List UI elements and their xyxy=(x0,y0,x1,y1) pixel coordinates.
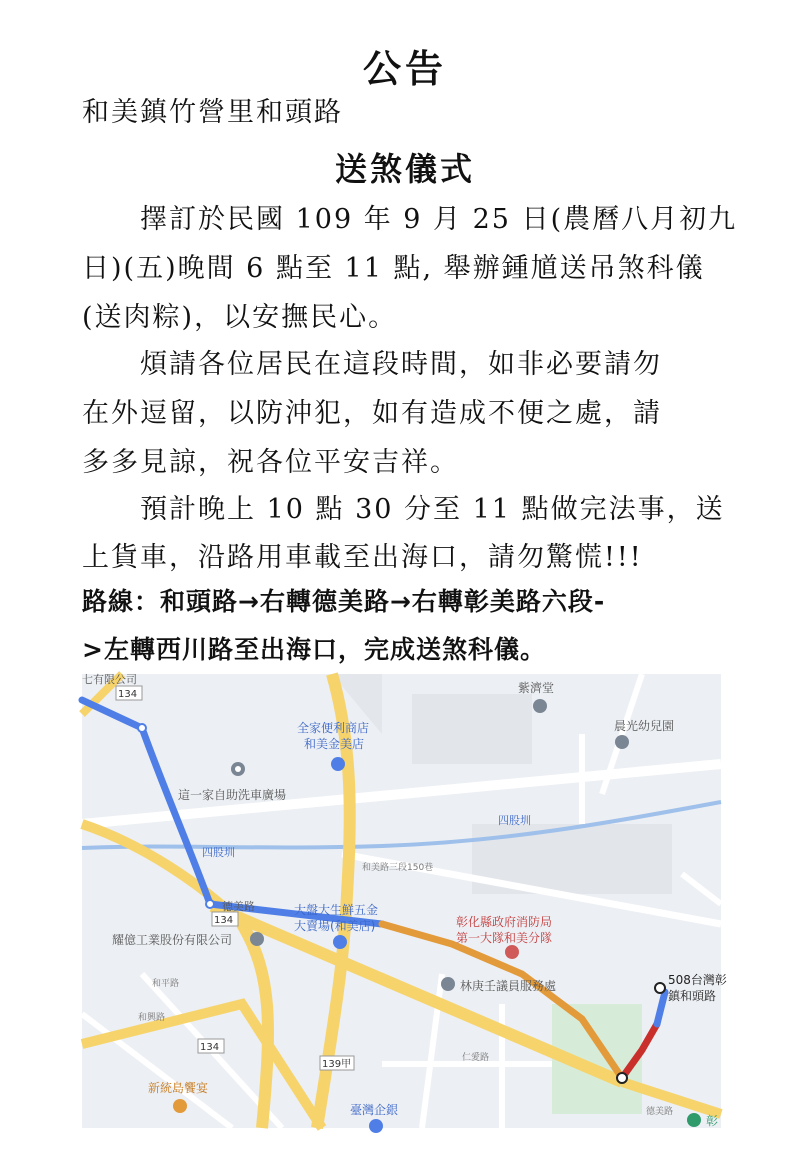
route-line: 路線：和頭路→右轉德美路→右轉彰美路六段- xyxy=(82,587,606,616)
map-label: 大盤大生鮮五金 xyxy=(294,903,379,917)
notice-location: 和美鎮竹營里和頭路 xyxy=(82,97,343,128)
map-label: 德美路 xyxy=(646,1107,674,1117)
notice-line: (送肉粽)，以安撫民心。 xyxy=(82,302,398,333)
map-label: 七有限公司 xyxy=(82,673,137,686)
notice-line: 上貨車，沿路用車載至出海口，請勿驚慌!!! xyxy=(82,542,643,573)
map-label: 新統島饗宴 xyxy=(148,1081,209,1095)
map-label: 仁愛路 xyxy=(462,1053,490,1063)
notice-subtitle: 送煞儀式 xyxy=(334,150,475,188)
road-shield-label: 134 xyxy=(200,1042,220,1053)
route-waypoint-dot xyxy=(617,1073,627,1083)
road-shield-label: 139甲 xyxy=(322,1059,352,1070)
map-label: 鎮和頭路 xyxy=(668,989,717,1003)
map-label: 林庚壬議員服務處 xyxy=(460,979,557,993)
route-start-dot xyxy=(138,724,146,732)
map-canvas xyxy=(82,673,727,1128)
map-label: 全家便利商店 xyxy=(297,721,370,735)
school-pin-icon xyxy=(615,735,629,749)
notice-line: 日)(五)晚間 6 點至 11 點, 舉辦鍾馗送吊煞科儀 xyxy=(82,253,705,284)
route-line: >左轉西川路至出海口，完成送煞科儀。 xyxy=(82,635,546,664)
temple-pin-icon xyxy=(533,699,547,713)
map-label: 耀億工業股份有限公司 xyxy=(112,933,233,947)
map-label: 臺灣企銀 xyxy=(350,1103,399,1117)
map-label: 四股圳 xyxy=(498,814,531,827)
map-label: 德美路 xyxy=(222,900,255,913)
edge-pin-icon xyxy=(687,1113,701,1127)
notice-line: 擇訂於民國 109 年 9 月 25 日(農曆八月初九 xyxy=(140,204,738,235)
shop-pin-icon xyxy=(331,757,345,771)
notice-line: 在外逗留，以防沖犯，如有造成不便之處，請 xyxy=(82,398,662,429)
road-shield-label: 134 xyxy=(214,915,234,926)
map-label: 彰化縣政府消防局 xyxy=(456,915,553,929)
map-label: 和美路三段150巷 xyxy=(362,863,434,873)
map-label: 這一家自助洗車廣場 xyxy=(178,788,287,802)
route-end-dot xyxy=(655,983,665,993)
fire-station-pin-icon xyxy=(505,945,519,959)
map-label: 大賣場(和美店) xyxy=(294,919,376,933)
map-label: 第一大隊和美分隊 xyxy=(456,931,553,945)
map-label: 四股圳 xyxy=(202,846,235,859)
map-label: 彰 xyxy=(706,1114,719,1128)
map-label: 和美金美店 xyxy=(304,737,365,751)
route-map[interactable] xyxy=(82,673,727,1128)
bank-pin-icon xyxy=(369,1119,383,1133)
notice-line: 煩請各位居民在這段時間，如非必要請勿 xyxy=(140,349,662,380)
notice-line: 預計晚上 10 點 30 分至 11 點做完法事，送 xyxy=(140,494,725,525)
map-label: 508台灣彰 xyxy=(668,973,727,987)
road-shield-label: 134 xyxy=(118,689,138,700)
map-label: 紫濟堂 xyxy=(518,681,555,695)
map-label: 和興路 xyxy=(138,1013,166,1023)
notice-title: 公告 xyxy=(362,46,447,91)
office-pin-icon xyxy=(441,977,455,991)
map-label: 和平路 xyxy=(152,979,180,989)
carwash-pin-icon xyxy=(231,762,245,776)
mall-pin-icon xyxy=(333,935,347,949)
map-label: 晨光幼兒園 xyxy=(614,719,675,733)
restaurant-pin-icon xyxy=(173,1099,187,1113)
factory-pin-icon xyxy=(250,932,264,946)
notice-line: 多多見諒，祝各位平安吉祥。 xyxy=(82,447,459,478)
route-waypoint-dot xyxy=(206,900,214,908)
